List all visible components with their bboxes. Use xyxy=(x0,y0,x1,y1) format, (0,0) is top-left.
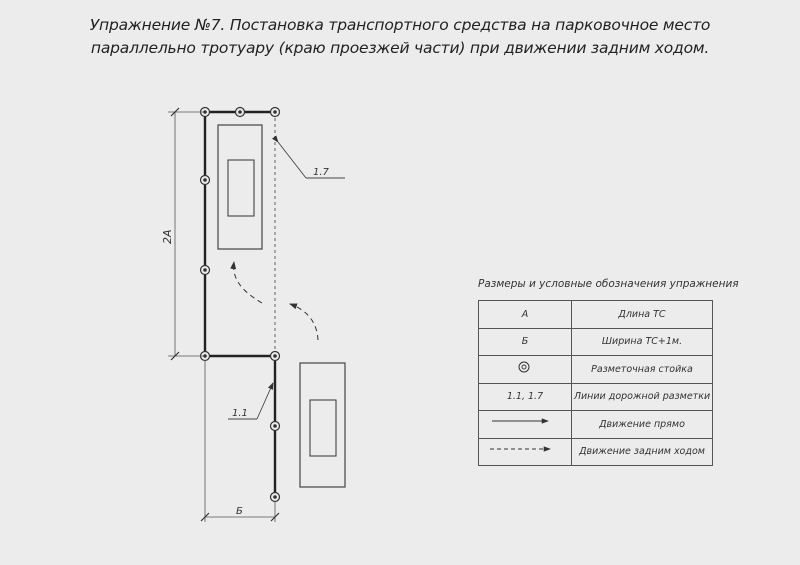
title-line-1: Упражнение №7. Постановка транспортного средства на парковочное место xyxy=(89,16,711,34)
legend-symbol: 1.1, 1.7 xyxy=(479,383,572,411)
legend-table xyxy=(478,300,713,466)
legend-row xyxy=(479,383,713,411)
marking-1-1-label: 1.1 xyxy=(232,408,248,419)
legend-caption: Размеры и условные обозначения упражнения xyxy=(478,278,739,290)
legend-symbol: Б xyxy=(479,328,572,356)
road-car xyxy=(300,363,345,487)
legend-meaning: Движение задним ходом xyxy=(572,438,713,466)
title-line-2: параллельно тротуару (краю проезжей части) при движении задним ходом. xyxy=(90,39,710,57)
leader-1-7 xyxy=(278,142,306,178)
road-car-cabin xyxy=(310,400,336,456)
parking-bay-boundary xyxy=(205,112,275,497)
legend-symbol-solid-arrow xyxy=(479,411,572,439)
marking-1-7-label: 1.7 xyxy=(313,167,329,178)
reverse-path-upper xyxy=(234,262,262,303)
legend-meaning: Разметочная стойка xyxy=(572,356,713,384)
legend-row xyxy=(479,301,713,329)
dim-b-label: Б xyxy=(236,506,243,517)
legend-meaning: Длина ТС xyxy=(572,301,713,329)
legend-meaning: Линии дорожной разметки xyxy=(572,383,713,411)
legend-symbol: А xyxy=(479,301,572,329)
legend-meaning: Ширина ТС+1м. xyxy=(572,328,713,356)
legend-row xyxy=(479,438,713,466)
leader-1-1 xyxy=(257,383,273,419)
legend-row xyxy=(479,328,713,356)
dim-2a-label: 2А xyxy=(161,229,174,244)
parked-car xyxy=(218,125,262,249)
legend-meaning: Движение прямо xyxy=(572,411,713,439)
reverse-path-lower xyxy=(290,304,318,340)
parked-car-cabin xyxy=(228,160,254,216)
legend-row xyxy=(479,411,713,439)
legend-symbol-dashed-arrow xyxy=(479,438,572,466)
legend-row xyxy=(479,356,713,384)
legend-symbol-post xyxy=(479,356,572,384)
marking-posts xyxy=(201,108,280,502)
